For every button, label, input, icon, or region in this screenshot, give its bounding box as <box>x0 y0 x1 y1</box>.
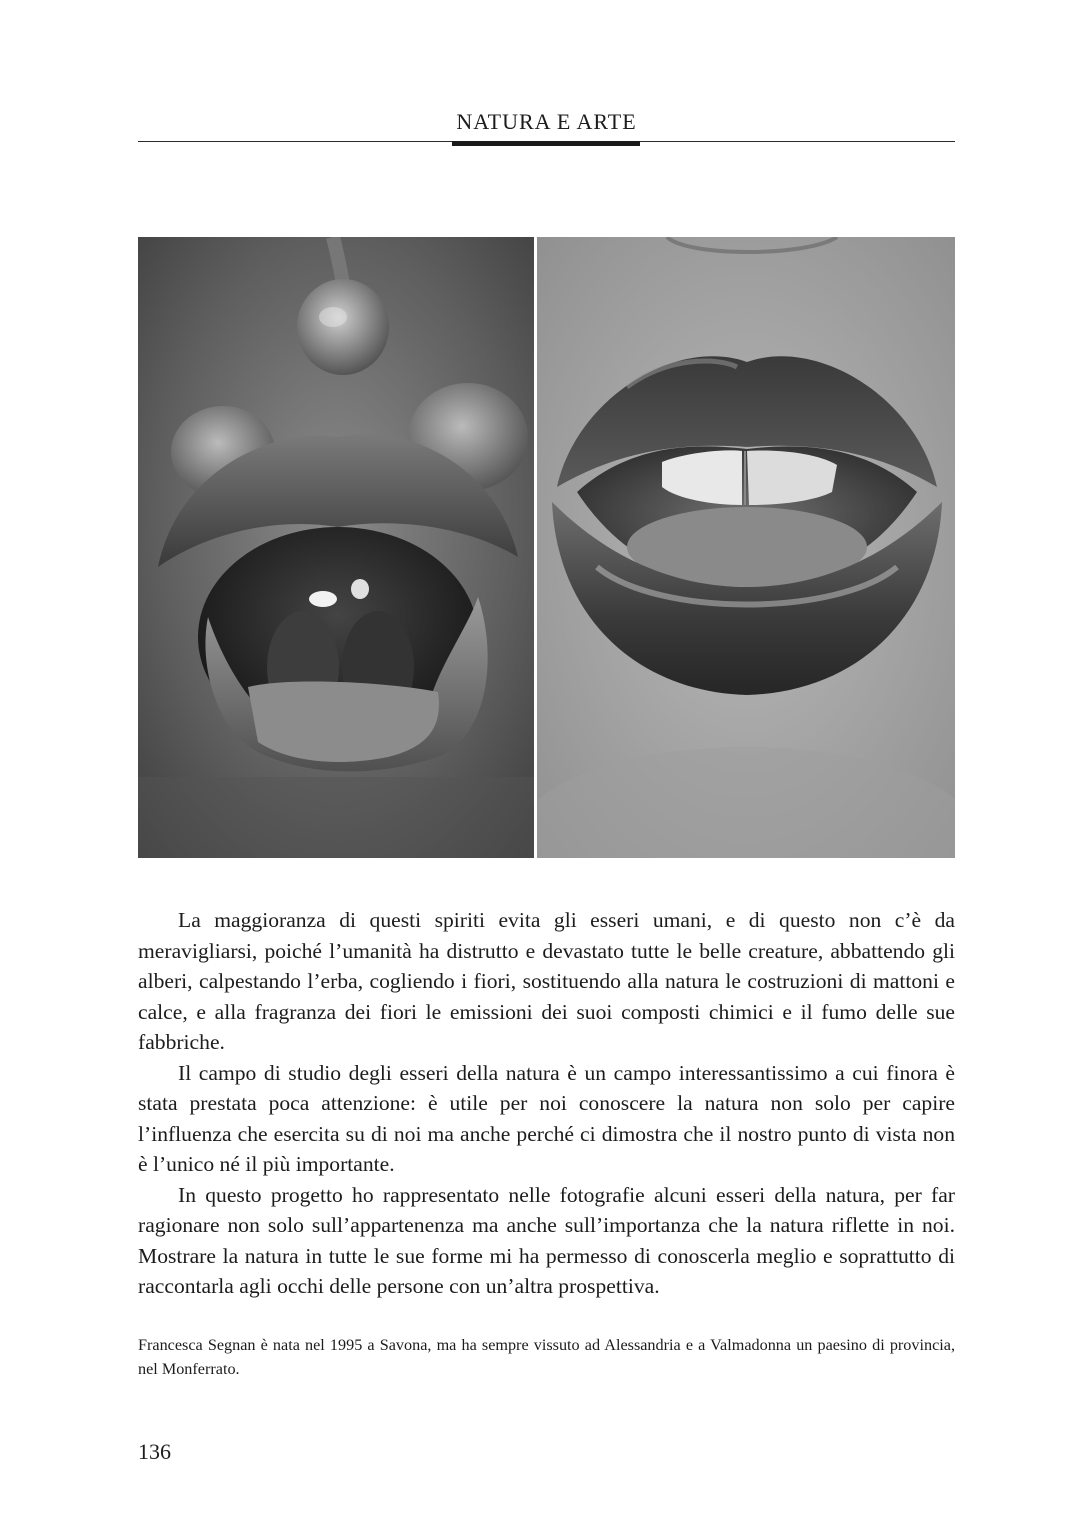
photo-diptych <box>138 237 955 858</box>
flower-closeup-photo <box>138 237 534 858</box>
paragraph: La maggioranza di questi spiriti evita gli esseri umani, e di questo non c’è da meravigliarsi, poiché l’umanità ha distrutto e devastato tutte le belle creature, abbattendo gli alberi, calpestando l’erba, cogliendo i fiori, sostituendo alla natura le costruzioni di mattoni e calce, e alla fragranza dei fiori le emissioni dei suoi composti chimici e il fumo delle sue fabbriche. <box>138 908 955 1054</box>
paragraph: Il campo di studio degli esseri della natura è un campo interessantissimo a cui finora è stata prestata poca attenzione: è utile per noi conoscere la natura non solo per capire l’influenza che esercita su di noi ma anche perché ci dimostra che il nostro punto di vista non è l’unico né il più importante. <box>138 1060 955 1176</box>
lips-closeup-photo <box>537 237 955 858</box>
author-bio: Francesca Segnan è nata nel 1995 a Savona, ma ha sempre vissuto ad Alessandria e a Valmadonna un paesino di provincia, nel Monferrato. <box>138 1336 955 1378</box>
page-number: 136 <box>138 1439 171 1464</box>
body-text <box>138 905 955 1302</box>
running-title: NATURA E ARTE <box>456 109 637 134</box>
paragraph: In questo progetto ho rappresentato nelle fotografie alcuni esseri della natura, per far ragionare non solo sull’appartenenza ma anche sull’importanza che la natura riflette in noi. Mostrare la natura in tutte le sue forme mi ha permesso di conoscerla meglio e soprattutto di raccontarla agli occhi delle persone con un’altra prospettiva. <box>138 1182 955 1298</box>
header-rule-accent <box>452 141 640 146</box>
